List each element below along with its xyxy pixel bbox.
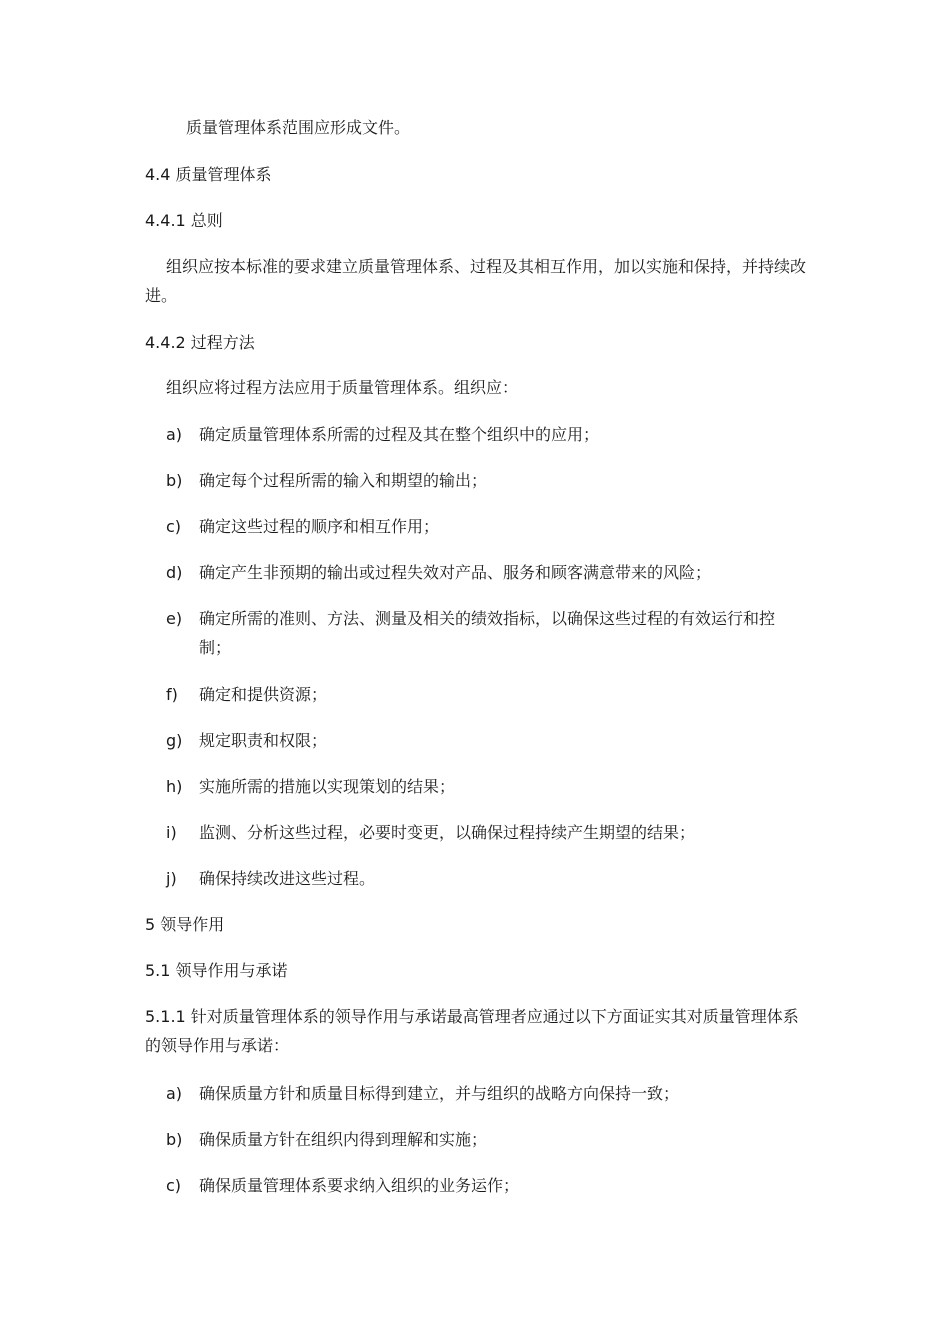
- list-item-marker: b): [166, 471, 183, 490]
- list-item-text: 确保质量方针和质量目标得到建立，并与组织的战略方向保持一致；: [199, 1084, 680, 1103]
- section-4-4-2-heading: 4.4.2 过程方法: [145, 333, 255, 352]
- list-item-text: 确定质量管理体系所需的过程及其在整个组织中的应用；: [199, 425, 600, 444]
- scope-statement: 质量管理体系范围应形成文件。: [186, 118, 411, 137]
- list-item-marker: c): [166, 517, 182, 536]
- section-4-4-2-intro: 组织应将过程方法应用于质量管理体系。组织应：: [166, 378, 519, 397]
- list-item-marker: g): [166, 731, 183, 750]
- section-5-1-1-body: 5.1.1 针对质量管理体系的领导作用与承诺最高管理者应通过以下方面证实其对质量管理体系的领导作用与承诺：: [145, 1007, 799, 1055]
- list-item-text: 规定职责和权限；: [199, 731, 328, 750]
- list-item-marker: a): [166, 1084, 183, 1103]
- list-item-text: 确保质量方针在组织内得到理解和实施；: [199, 1130, 488, 1149]
- list-item-text: 确定每个过程所需的输入和期望的输出；: [199, 471, 488, 490]
- list-item-marker: f): [166, 685, 178, 704]
- list-item-text: 确保质量管理体系要求纳入组织的业务运作；: [199, 1176, 520, 1195]
- list-item-text: 确定所需的准则、方法、测量及相关的绩效指标，以确保这些过程的有效运行和控制；: [199, 609, 776, 657]
- list-item-text: 确定和提供资源；: [199, 685, 328, 704]
- section-5-1-heading: 5.1 领导作用与承诺: [145, 961, 288, 980]
- list-item-text: 确定产生非预期的输出或过程失效对产品、服务和顾客满意带来的风险；: [199, 563, 712, 582]
- list-item-marker: b): [166, 1130, 183, 1149]
- list-item-marker: e): [166, 609, 183, 628]
- list-item-marker: h): [166, 777, 183, 796]
- list-item-marker: i): [166, 823, 177, 842]
- list-item-text: 确定这些过程的顺序和相互作用；: [199, 517, 440, 536]
- list-item-marker: d): [166, 563, 183, 582]
- list-item-marker: c): [166, 1176, 182, 1195]
- section-5-heading: 5 领导作用: [145, 915, 225, 934]
- section-4-4-1-body: 组织应按本标准的要求建立质量管理体系、过程及其相互作用，加以实施和保持，并持续改进。: [145, 257, 807, 305]
- list-item-text: 确保持续改进这些过程。: [199, 869, 376, 888]
- list-item-marker: a): [166, 425, 183, 444]
- list-item-text: 实施所需的措施以实现策划的结果；: [199, 777, 456, 796]
- section-4-4-1-heading: 4.4.1 总则: [145, 211, 223, 230]
- section-4-4-heading: 4.4 质量管理体系: [145, 165, 272, 184]
- list-item-marker: j): [166, 869, 177, 888]
- list-item-text: 监测、分析这些过程，必要时变更，以确保过程持续产生期望的结果；: [199, 823, 696, 842]
